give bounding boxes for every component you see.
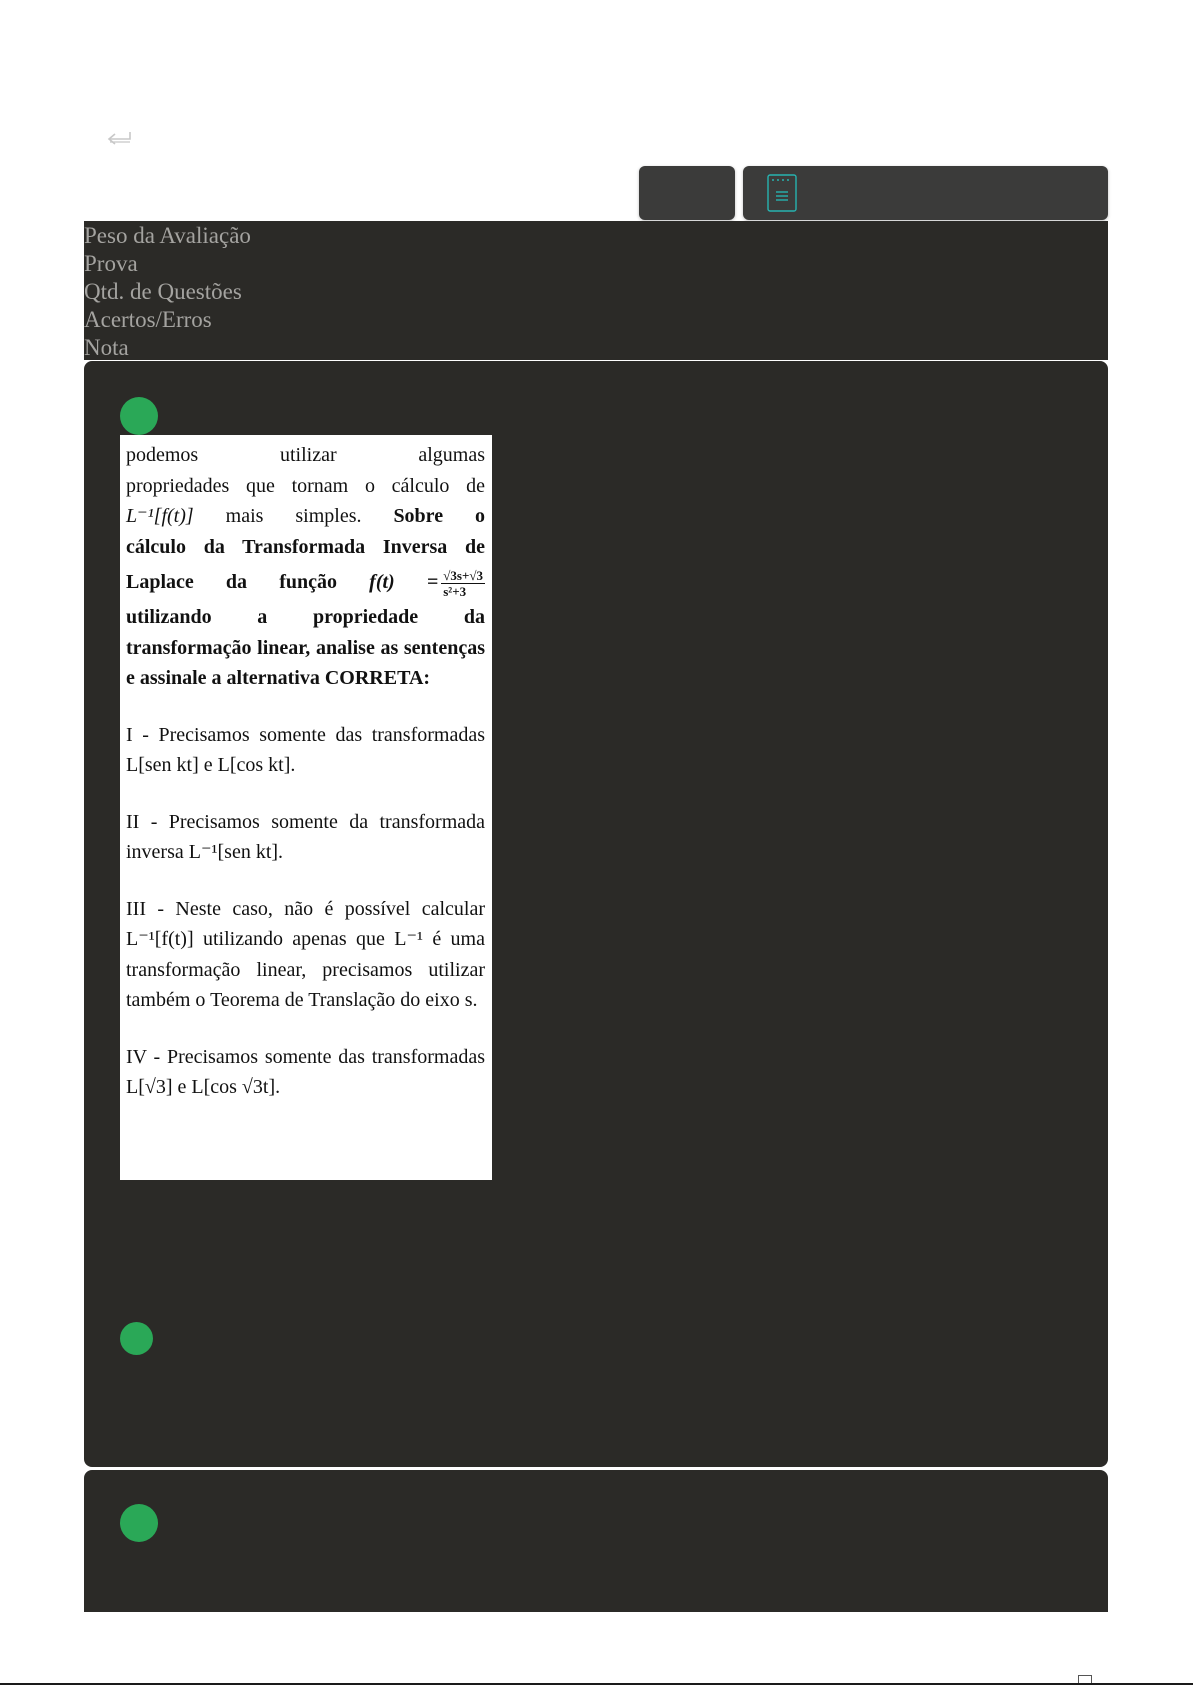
statement-1: I - Precisamos somente das transformadas L[sen kt] e L[cos kt]. bbox=[126, 723, 485, 776]
question-image: podemos utilizar algumas propriedades que tornam o cálculo de L⁻¹[f(t)] mais simples. Sobre o cálculo da Transformada Inversa de Laplace da função f(t) = $\frac{√3s+√3}{\text{s²+3}}$ utilizando a propriedade da transformação linear, analise as sentenças e assinale a alternativa CORRETA: I - Precisamos somente das transformadas L[sen kt] e L[cos kt]. II - Precisamos somente da transformada inversa L⁻¹[sen kt]. III - Neste caso, não é possível calcular L⁻¹[f(t)] utilizando apenas que L⁻¹ é uma transformação linear, precisamos utilizar também o Teorema de Translação do eixo s. IV - Precisamos somente das transformadas L[√3] e L[cos √3t]. bbox=[120, 435, 492, 1180]
correct-status-icon bbox=[120, 397, 158, 435]
correct-status-icon bbox=[120, 1322, 153, 1355]
evaluation-summary bbox=[84, 221, 1108, 360]
document-list-icon bbox=[767, 174, 797, 212]
correct-status-icon bbox=[120, 1504, 158, 1542]
summary-label-weight: Peso da Avaliação bbox=[84, 223, 251, 248]
statement-3: III - Neste caso, não é possível calcular L⁻¹[f(t)] utilizando apenas que L⁻¹ é uma transformação linear, precisamos utilizar também o Teorema de Translação do eixo s. bbox=[126, 897, 485, 1011]
statement-2: II - Precisamos somente da transformada inversa L⁻¹[sen kt]. bbox=[126, 810, 485, 863]
question-card bbox=[84, 1470, 1108, 1612]
summary-label-question-count: Qtd. de Questões bbox=[84, 279, 242, 304]
back-button[interactable] bbox=[104, 127, 138, 149]
summary-label-exam: Prova bbox=[84, 251, 138, 276]
return-arrow-icon bbox=[104, 127, 138, 149]
summary-label-hits-misses: Acertos/Erros bbox=[84, 307, 212, 332]
statement-4: IV - Precisamos somente das transformadas L[√3] e L[cos √3t]. bbox=[126, 1045, 485, 1098]
document-menu-button[interactable] bbox=[743, 166, 1108, 220]
summary-label-grade: Nota bbox=[84, 335, 129, 360]
toolbar-button[interactable] bbox=[639, 166, 735, 220]
question-card bbox=[84, 361, 1108, 1467]
